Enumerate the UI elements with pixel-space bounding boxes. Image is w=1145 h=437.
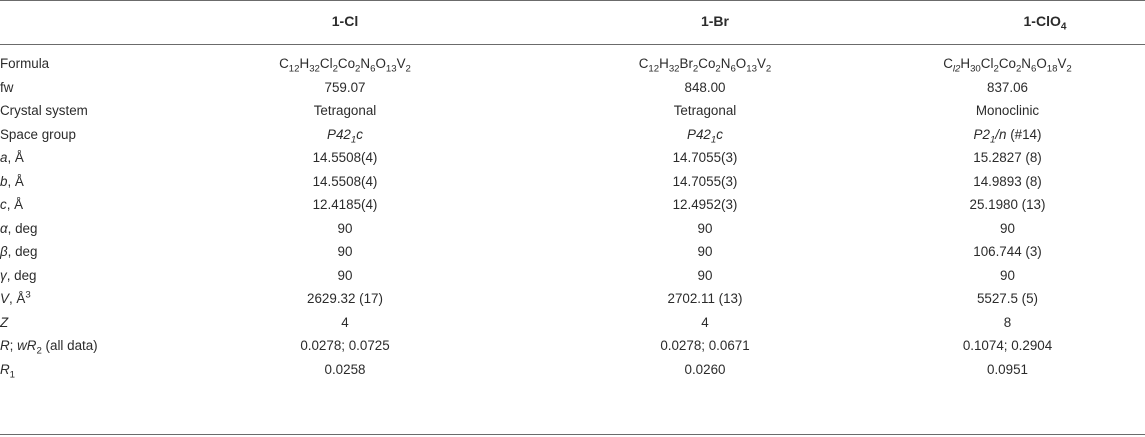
column-header-1-clo4-main: 1-ClO (1023, 13, 1061, 29)
row-label: V, $Å^3$ (0, 289, 31, 307)
cell-1-br: 2702.11 (13) (667, 291, 743, 307)
table-row (0, 146, 1145, 170)
cell-1-br: 848.00 (684, 79, 726, 95)
cell-1-br: Tetragonal (673, 103, 737, 119)
column-header-1-br: 1-Br (700, 13, 729, 29)
cell-1-br: 14.7055(3) (672, 150, 738, 166)
table-row (0, 264, 1145, 288)
table-row (0, 99, 1145, 123)
cell-1-clo4: Monoclinic (975, 103, 1040, 119)
row-label: Crystal system (0, 103, 88, 119)
row-label: α, deg (0, 220, 38, 236)
cell-1-cl: $P42_1c$ (327, 126, 363, 146)
row-label: Space group (0, 126, 76, 142)
table-row (0, 76, 1145, 100)
row-label: R; $wR_2$ (all data) (0, 338, 98, 357)
table-row (0, 170, 1145, 194)
cell-1-clo4: 837.06 (987, 79, 1028, 95)
table-top-rule (0, 0, 1145, 1)
table-row (0, 217, 1145, 241)
cell-1-cl: 14.5508(4) (312, 150, 378, 166)
row-label: γ, deg (0, 267, 37, 283)
cell-1-br: 90 (697, 267, 713, 283)
cell-1-cl: 759.07 (324, 79, 366, 95)
cell-1-clo4: 0.0951 (987, 361, 1028, 377)
cell-1-cl: 90 (337, 244, 353, 260)
table-row (0, 193, 1145, 217)
cell-1-clo4: 8 (1003, 314, 1012, 330)
cell-1-br: 0.0260 (684, 361, 726, 377)
row-label: Z (0, 314, 9, 330)
cell-1-cl: 0.0258 (324, 361, 366, 377)
table-row (0, 123, 1145, 147)
table-header-rule (0, 44, 1145, 45)
row-label: $R_1$ (0, 361, 16, 381)
table-row (0, 52, 1145, 76)
table-row (0, 240, 1145, 264)
cell-1-br: 4 (701, 314, 709, 330)
cell-1-br: $C_{12}H_{32}Br_2Co_2N_6O_{13}V_2$ (638, 56, 772, 75)
row-label: c, Å (0, 197, 24, 213)
table-row (0, 311, 1145, 335)
cell-1-clo4: 90 (1000, 220, 1015, 236)
cell-1-br: 12.4952(3) (672, 197, 738, 213)
cell-1-clo4: 106.744 (3) (973, 244, 1042, 260)
cell-1-cl: $C_{12}H_{32}Cl_2Co_2N_6O_{13}V_2$ (279, 56, 411, 75)
table-row (0, 287, 1145, 311)
table-row (0, 334, 1145, 358)
cell-1-clo4: $C_{l2}H_{30}Cl_2Co_2N_6O_{18}V_2$ (943, 56, 1072, 75)
cell-1-clo4: 5527.5 (5) (976, 291, 1039, 307)
column-header-1-clo4-subscript: 4 (1060, 21, 1067, 33)
cell-1-br: 90 (697, 220, 713, 236)
cell-1-cl: 90 (337, 267, 353, 283)
cell-1-clo4: 0.1074; 0.2904 (962, 338, 1053, 354)
cell-1-clo4: $P2_1/n$ (#14) (973, 126, 1042, 146)
cell-1-cl: 90 (337, 220, 353, 236)
cell-1-clo4: 25.1980 (13) (969, 197, 1046, 213)
cell-1-br: 14.7055(3) (672, 173, 738, 189)
cell-1-br: $P42_1c$ (687, 126, 723, 146)
row-label: β, deg (0, 244, 38, 260)
column-header-1-clo4 (850, 13, 1145, 33)
row-label: b, Å (0, 173, 24, 189)
column-header-1-cl: 1-Cl (331, 13, 359, 29)
row-label: fw (0, 79, 14, 95)
cell-1-clo4: 90 (1000, 267, 1015, 283)
cell-1-cl: 4 (341, 314, 349, 330)
cell-1-cl: 14.5508(4) (312, 173, 378, 189)
cell-1-cl: 2629.32 (17) (307, 291, 383, 307)
cell-1-br: 0.0278; 0.0671 (660, 338, 750, 354)
cell-1-clo4: 15.2827 (8) (973, 150, 1042, 166)
cell-1-br: 90 (697, 244, 713, 260)
data-rows (0, 52, 1145, 381)
table-bottom-rule (0, 434, 1145, 435)
table-row (0, 358, 1145, 382)
row-label: a, Å (0, 150, 24, 166)
cell-1-cl: 12.4185(4) (312, 197, 378, 213)
cell-1-cl: 0.0278; 0.0725 (300, 338, 390, 354)
row-label: Formula (0, 56, 50, 72)
cell-1-clo4: 14.9893 (8) (973, 173, 1042, 189)
cell-1-cl: Tetragonal (313, 103, 377, 119)
